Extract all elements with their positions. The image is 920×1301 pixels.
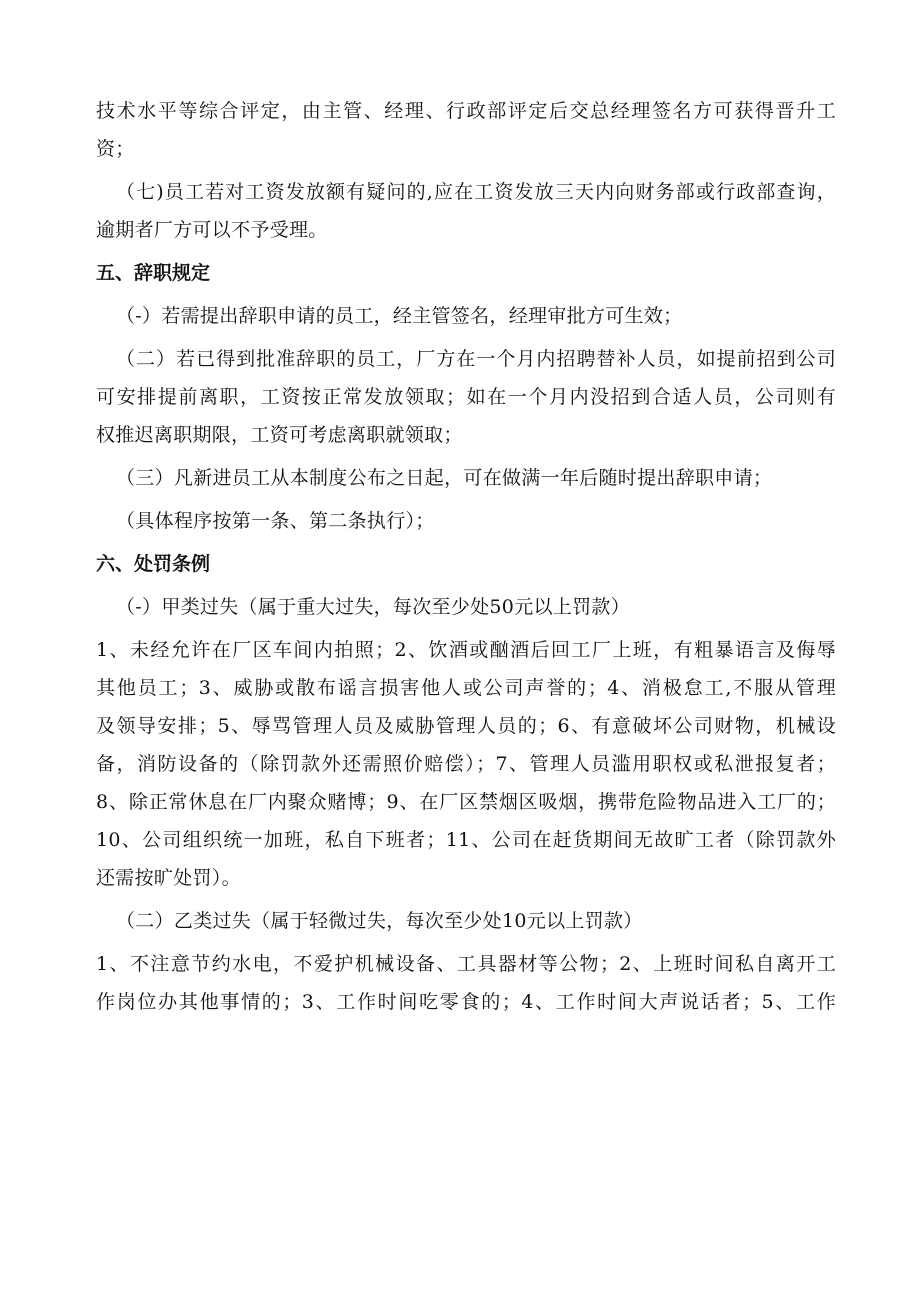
paragraph-resignation-note: [96, 502, 836, 540]
text-line: （二）若已得到批准辞职的员工，厂方在一个月内招聘替补人员，如提前招到公司: [116, 348, 836, 370]
text-line: （-）甲类过失（属于重大过失，每次至少处50元以上罚款）: [116, 596, 630, 618]
text-line: 权推迟离职期限，工资可考虑离职就领取；: [96, 424, 463, 446]
paragraph-resignation-3: [96, 459, 836, 497]
paragraph-class-a-items: [96, 631, 836, 897]
text-line: 技术水平等综合评定，由主管、经理、行政部评定后交总经理签名方可获得晋升工: [96, 100, 836, 122]
paragraph-class-b-items: [96, 945, 836, 1021]
text-line: 资；: [96, 138, 135, 160]
text-line: 备，消防设备的（除罚款外还需照价赔偿）；7、管理人员滥用职权或私泄报复者；: [96, 753, 836, 775]
text-line: （具体程序按第一条、第二条执行）；: [116, 510, 435, 532]
paragraph-class-b-title: [96, 902, 836, 940]
text-line: （-）若需提出辞职申请的员工，经主管签名，经理审批方可生效；: [116, 305, 683, 327]
document-page: [96, 92, 836, 1026]
text-line: 其他员工；3、威胁或散布谣言损害他人或公司声誉的；4、消极怠工,不服从管理: [96, 677, 836, 699]
text-line: （七)员工若对工资发放额有疑问的,应在工资发放三天内向财务部或行政部查询，: [116, 181, 836, 203]
paragraph-salary-inquiry: [96, 173, 836, 249]
text-line: （三）凡新进员工从本制度公布之日起，可在做满一年后随时提出辞职申请；: [116, 467, 773, 489]
text-line: 逾期者厂方可以不予受理。: [96, 219, 328, 241]
text-line: （二）乙类过失（属于轻微过失，每次至少处10元以上罚款）: [116, 910, 643, 932]
section-heading-penalties: 六、处罚条例: [96, 553, 211, 575]
text-line: 10、公司组织统一加班，私自下班者；11、公司在赶货期间无故旷工者（除罚款外: [96, 829, 836, 851]
paragraph-resignation-2: [96, 340, 836, 454]
text-line: 作岗位办其他事情的；3、工作时间吃零食的；4、工作时间大声说话者；5、工作: [96, 991, 836, 1013]
text-line: 可安排提前离职，工资按正常发放领取；如在一个月内没招到合适人员，公司则有: [96, 386, 836, 408]
paragraph-class-a-title: [96, 588, 836, 626]
paragraph-resignation-1: [96, 297, 836, 335]
text-line: 还需按旷处罚）。: [96, 867, 241, 889]
text-line: 8、除正常休息在厂内聚众赌博；9、在厂区禁烟区吸烟，携带危险物品进入工厂的；: [96, 791, 836, 813]
paragraph-promotion-continued: [96, 92, 836, 168]
text-line: 1、未经允许在厂区车间内拍照；2、饮酒或酗酒后回工厂上班，有粗暴语言及侮辱: [96, 639, 836, 661]
section-heading-resignation: 五、辞职规定: [96, 262, 211, 284]
text-line: 1、不注意节约水电，不爱护机械设备、工具器材等公物；2、上班时间私自离开工: [96, 953, 836, 975]
text-line: 及领导安排；5、辱骂管理人员及威胁管理人员的；6、有意破坏公司财物，机械设: [96, 715, 836, 737]
